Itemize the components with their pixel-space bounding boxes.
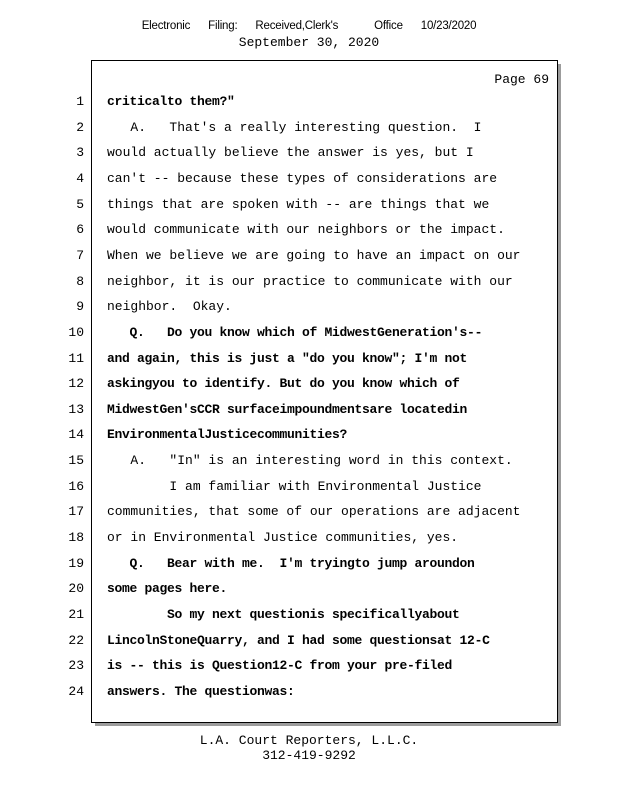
line-number: 11 [68,350,84,366]
line-number: 1 [76,94,84,109]
line-text: things that are spoken with -- are things that we [107,196,490,212]
transcript-line [0,171,618,191]
line-number: 23 [68,658,84,674]
line-text: Q. Bear with me. I'm tryingto jump aroundon [107,555,475,571]
page-footer [0,733,618,763]
line-text: EnvironmentalJusticecommunities? [107,427,348,443]
line-text: MidwestGen'sCCR surfaceimpoundmentsare locatedin [107,401,468,417]
line-number: 20 [68,581,84,597]
page-number: Page 69 [494,72,549,87]
transcript-line [0,658,618,678]
line-number: 19 [68,555,84,571]
transcript-date: September 30, 2020 [238,35,380,50]
transcript-line [0,479,618,499]
line-text: LincolnStoneQuarry, and I had some questionsat 12-C [107,632,490,648]
filing-stamp: Electronic Filing: Received,Clerk's Office 10/23/2020 [141,20,477,32]
transcript-line [0,299,618,319]
transcript-line [0,274,618,294]
line-number: 15 [68,453,84,469]
line-number: 3 [76,145,84,161]
line-number: 13 [68,401,84,417]
line-text: communities, that some of our operations are adjacent [107,504,521,520]
transcript-line [0,530,618,550]
transcript-line [0,376,618,396]
line-text: I am familiar with Environmental Justice [107,478,482,494]
line-text: criticalto them?" [107,94,235,109]
transcript-line [0,684,618,704]
line-number: 22 [68,632,84,648]
line-text: A. That's a really interesting question. I [107,119,482,135]
reporter-phone: 312-419-9292 [262,748,356,763]
line-text: So my next questionis specificallyabout [107,607,460,622]
line-number: 12 [68,376,84,392]
transcript-line [0,351,618,371]
transcript-line [0,145,618,165]
line-number: 18 [68,530,84,546]
line-number: 21 [68,607,84,622]
transcript-line [0,402,618,422]
transcript-line [0,427,618,447]
line-text: When we believe we are going to have an impact on our [107,247,521,263]
transcript-line [0,120,618,140]
line-number: 4 [76,170,84,186]
line-text: is -- this is Question12-C from your pre-filed [107,658,453,674]
transcript-line [0,607,618,627]
transcript-line [0,94,618,114]
line-number: 9 [76,299,84,315]
line-text: and again, this is just a "do you know"; I'm not [107,350,468,366]
transcript-line [0,453,618,473]
transcript-line [0,633,618,653]
transcript-line [0,248,618,268]
line-text: or in Environmental Justice communities, yes. [107,530,459,546]
transcript-line [0,197,618,217]
transcript-line [0,581,618,601]
line-text: askingyou to identify. But do you know which of [107,376,460,392]
line-number: 2 [76,119,84,135]
line-text: Q. Do you know which of MidwestGeneration's-- [107,324,483,340]
transcript-line [0,504,618,524]
line-number: 17 [68,504,84,520]
line-number: 10 [68,324,84,340]
line-number: 16 [68,478,84,494]
line-text: answers. The questionwas: [107,683,295,699]
line-text: neighbor, it is our practice to communicate with our [107,273,513,289]
line-number: 6 [76,222,84,238]
line-text: can't -- because these types of considerations are [107,170,498,186]
reporter-company: L.A. Court Reporters, L.L.C. [199,733,419,748]
line-text: A. "In" is an interesting word in this context. [107,453,513,469]
transcript-line [0,556,618,576]
line-number: 5 [76,196,84,212]
transcript-line [0,222,618,242]
line-text: would communicate with our neighbors or the impact. [107,222,505,238]
transcript-line [0,325,618,345]
line-number: 14 [68,427,84,443]
line-number: 8 [76,273,84,289]
line-number: 7 [76,247,84,263]
line-number: 24 [68,683,84,699]
line-text: neighbor. Okay. [107,299,232,315]
line-text: some pages here. [107,581,228,597]
line-text: would actually believe the answer is yes, but I [107,145,474,161]
